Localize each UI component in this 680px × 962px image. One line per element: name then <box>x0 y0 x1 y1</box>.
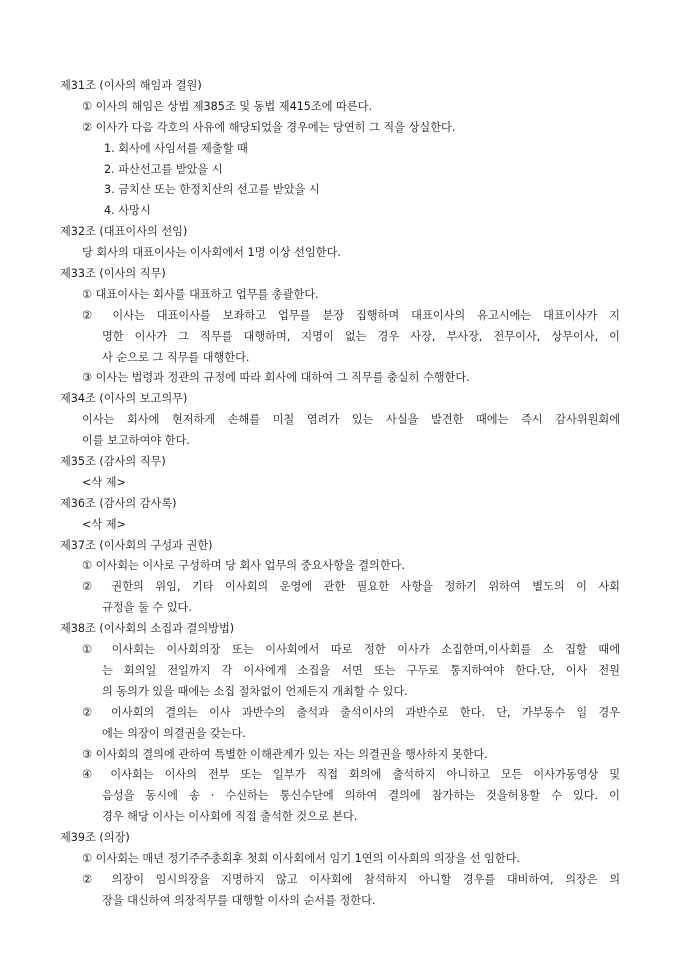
text-line: 는 회의일 전일까지 각 이사에게 소집을 서면 또는 구두로 통지하여야 한다.단, 이사 전원 <box>102 663 620 677</box>
text-line: 당 회사의 대표이사는 이사회에서 1명 이상 선임한다. <box>82 246 341 260</box>
text-line: 에는 의장이 의결권을 갖는다. <box>102 726 246 740</box>
text-line: 명한 이사가 그 직무를 대행하며, 지명이 없는 경우 사장, 부사장, 전무이사, 상무이사, 이 <box>102 329 620 343</box>
article-heading: 제33조 (이사의 직무) <box>60 267 166 281</box>
clause-item: ① 이사회는 이사회의장 또는 이사회에서 따로 정한 이사가 소집한며,이사회를 소 집할 때에 <box>82 643 620 657</box>
clause-item: ① 대표이사는 회사를 대표하고 업무를 총괄한다. <box>82 287 319 301</box>
clause-item: ④ 이사회는 이사의 전부 또는 일부가 직접 회의에 출석하지 아니하고 모든 이사가동영상 및 <box>82 768 620 782</box>
article-heading: 제32조 (대표이사의 선임) <box>60 225 188 239</box>
article-heading: 제31조 (이사의 해임과 결원) <box>60 79 202 92</box>
clause-item: ② 의장이 임시의장을 지명하지 않고 이사회에 참석하지 아니할 경우를 대비하여, 의장은 의 <box>82 872 620 886</box>
document-body <box>60 76 620 912</box>
text-line: 규정을 둘 수 있다. <box>102 601 192 615</box>
clause-item: ③ 이사회의 결의에 관하여 특별한 이해관계가 있는 자는 의결권을 행사하지 못한다. <box>82 747 488 761</box>
text-line: 이사는 회사에 현저하게 손해를 미칠 염려가 있는 사실을 발견한 때에는 즉시 감사위원회에 <box>82 413 620 427</box>
list-item: 4. 사망시 <box>104 204 151 218</box>
text-line: <삭 제> <box>82 475 126 489</box>
text-line: 이를 보고하여야 한다. <box>82 434 190 448</box>
text-line: 장을 대신하여 의장직무를 대행할 이사의 순서를 정한다. <box>102 893 376 907</box>
article-heading: 제34조 (이사의 보고의무) <box>60 392 188 406</box>
article-heading: 제39조 (의장) <box>60 831 130 845</box>
article-heading: 제37조 (이사회의 구성과 권한) <box>60 538 213 552</box>
clause-item: ② 이사가 다음 각호의 사유에 해당되었을 경우에는 당연히 그 직을 상실한다. <box>82 120 456 134</box>
list-item: 3. 금치산 또는 한정치산의 선고를 받았을 시 <box>104 183 320 197</box>
text-line: 의 동의가 있을 때에는 소집 절차없이 언제든지 개최할 수 있다. <box>102 684 408 698</box>
clause-item: ② 권한의 위임, 기타 이사회의 운영에 관한 필요한 사항을 정하기 위하여 별도의 이 사회 <box>82 580 620 594</box>
clause-item: ③ 이사는 법령과 정관의 규정에 따라 회사에 대하여 그 직무를 충실히 수행한다. <box>82 371 470 385</box>
text-line: 사 순으로 그 직무를 대행한다. <box>102 350 250 364</box>
clause-item: ② 이사회의 결의는 이사 과반수의 출석과 출석이사의 과반수로 한다. 단, 가부동수 일 경우 <box>82 705 620 719</box>
clause-item: ① 이사의 해임은 상법 제385조 및 동법 제415조에 따른다. <box>82 99 373 113</box>
text-line: 음성을 동시에 송 · 수신하는 통신수단에 의하여 결의에 참가하는 것을허용할 수 있다. 이 <box>102 789 620 803</box>
article-heading: 제35조 (감사의 직무) <box>60 455 166 469</box>
text-line: 경우 해당 이사는 이사회에 직접 출석한 것으로 본다. <box>102 810 358 824</box>
list-item: 1. 회사에 사임서를 제출할 때 <box>104 141 248 155</box>
clause-item: ① 이사회는 이사로 구성하며 당 회사 업무의 중요사항을 결의한다. <box>82 559 406 573</box>
article-heading: 제36조 (감사의 감사록) <box>60 496 177 510</box>
list-item: 2. 파산선고를 받았을 시 <box>104 162 223 176</box>
article-heading: 제38조 (이사회의 소집과 결의방법) <box>60 622 235 636</box>
text-line: <삭 제> <box>82 517 126 531</box>
clause-item: ① 이사회는 매년 정기주주총회후 첫회 이사회에서 임기 1연의 이사회의 의장을 선 임한다. <box>82 851 521 865</box>
clause-item: ② 이사는 대표이사를 보좌하고 업무를 분장 집행하며 대표이사의 유고시에는 대표이사가 지 <box>82 308 620 322</box>
